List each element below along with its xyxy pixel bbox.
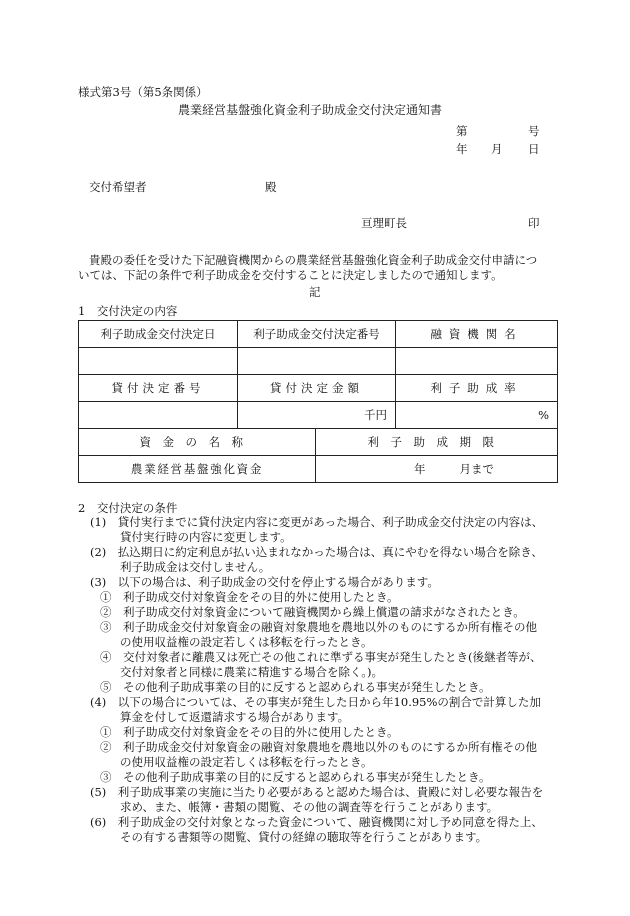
ki-heading: 記 xyxy=(309,285,321,299)
list-item: ① 利子助成交付対象資金をその目的外に使用したとき。 xyxy=(100,725,399,739)
header-decision-date: 利子助成金交付決定日 xyxy=(79,321,238,348)
header-subsidy-rate: 利子助成率 xyxy=(396,375,558,402)
date-month: 月 xyxy=(491,142,503,156)
date-day: 日 xyxy=(528,142,540,156)
decision-number-cell xyxy=(238,348,396,375)
rate-unit: % xyxy=(538,407,549,422)
list-item: 利子助成金は交付しません。 xyxy=(120,560,271,574)
section1-title: 1 交付決定の内容 xyxy=(78,304,178,318)
lender-cell xyxy=(396,348,558,375)
table-row xyxy=(79,348,558,375)
header-subsidy-period: 利子助成期限 xyxy=(316,429,558,456)
header-loan-number: 貸付決定番号 xyxy=(79,375,238,402)
table-row xyxy=(79,456,558,483)
list-item: 算金を付して返還請求する場合があります。 xyxy=(120,710,350,724)
header-lender: 融資機関名 xyxy=(396,321,558,348)
list-item: の使用収益権の設定若しくは移転を行ったとき。 xyxy=(120,755,373,769)
subsidy-period-cell xyxy=(316,456,558,483)
list-item: (1) 貸付実行までに貸付決定内容に変更があった場合、利子助成金交付決定の内容は、 xyxy=(90,515,544,529)
list-item: の使用収益権の設定若しくは移転を行ったとき。 xyxy=(120,635,373,649)
issuer-name: 亘理町長 xyxy=(361,216,407,230)
list-item: (5) 利子助成事業の実施に当たり必要があると認めた場合は、貴殿に対し必要な報告を xyxy=(90,785,544,799)
table-row xyxy=(79,429,558,456)
header-decision-number: 利子助成金交付決定番号 xyxy=(238,321,396,348)
date-year: 年 xyxy=(456,142,468,156)
subsidy-rate-cell xyxy=(396,402,558,429)
header-fund-name: 資金の名称 xyxy=(79,429,316,456)
list-item: ① 利子助成交付対象資金をその目的外に使用したとき。 xyxy=(100,590,399,604)
loan-amount-cell xyxy=(238,402,396,429)
period-until: 月まで xyxy=(459,461,494,476)
list-item: ⑤ その他利子助成事業の目的に反すると認められる事実が発生したとき。 xyxy=(100,680,491,694)
list-item: (4) 以下の場合については、その事実が発生した日から年10.95%の割合で計算した加 xyxy=(90,695,541,709)
amount-unit: 千円 xyxy=(364,407,387,422)
list-item: ② 利子助成金交付対象資金の融資対象農地を農地以外のものにするか所有権その他 xyxy=(100,740,537,754)
loan-number-cell xyxy=(79,402,238,429)
decision-table xyxy=(78,320,558,483)
table-row xyxy=(79,375,558,402)
header-loan-amount: 貸付決定金額 xyxy=(238,375,396,402)
document-title: 農業経営基盤強化資金利子助成金交付決定通知書 xyxy=(178,103,443,117)
table-row xyxy=(79,321,558,348)
seal-mark: 印 xyxy=(528,216,540,230)
number-suffix: 号 xyxy=(528,124,540,138)
list-item: (6) 利子助成金の交付対象となった資金について、融資機関に対し予め同意を得た上、 xyxy=(90,815,543,829)
addressee-honorific: 殿 xyxy=(265,180,277,194)
list-item: 貸付実行時の内容に変更します。 xyxy=(120,530,292,544)
list-item: その有する書類等の閲覧、貸付の経緯の聴取等を行うことがあります。 xyxy=(120,830,488,844)
list-item: ④ 交付対象者に離農又は死亡その他これに準ずる事実が発生したとき(後継者等が、 xyxy=(100,650,542,664)
list-item: ③ その他利子助成事業の目的に反すると認められる事実が発生したとき。 xyxy=(100,770,491,784)
form-number: 様式第3号（第5条関係） xyxy=(78,85,208,99)
list-item: ③ 利子助成金交付対象資金の融資対象農地を農地以外のものにするか所有権その他 xyxy=(100,620,537,634)
addressee-label: 交付希望者 xyxy=(89,180,147,194)
list-item: 求め、また、帳簿・書類の閲覧、その他の調査等を行うことがあります。 xyxy=(120,800,499,814)
fund-name-cell: 農業経営基盤強化資金 xyxy=(79,456,316,483)
period-year: 年 xyxy=(414,461,426,476)
number-label: 第 xyxy=(456,124,468,138)
list-item: 交付対象者と同様に農業に精進する場合を除く。)。 xyxy=(120,665,384,679)
table-row xyxy=(79,402,558,429)
list-item: (2) 払込期日に約定利息が払い込まれなかった場合は、真にやむを得ない場合を除き、 xyxy=(90,545,543,559)
section2-title: 2 交付決定の条件 xyxy=(78,501,178,515)
decision-date-cell xyxy=(79,348,238,375)
list-item: ② 利子助成交付対象資金について融資機関から繰上償還の請求がなされたとき。 xyxy=(100,605,525,619)
list-item: (3) 以下の場合は、利子助成金の交付を停止する場合があります。 xyxy=(90,575,439,589)
conditions-list xyxy=(78,515,578,845)
intro-line-1: 貴殿の委任を受けた下記融資機関からの農業経営基盤強化資金利子助成金交付申請につ xyxy=(89,253,538,267)
intro-line-2: いては、下記の条件で利子助成金を交付することに決定しましたので通知します。 xyxy=(78,268,503,282)
